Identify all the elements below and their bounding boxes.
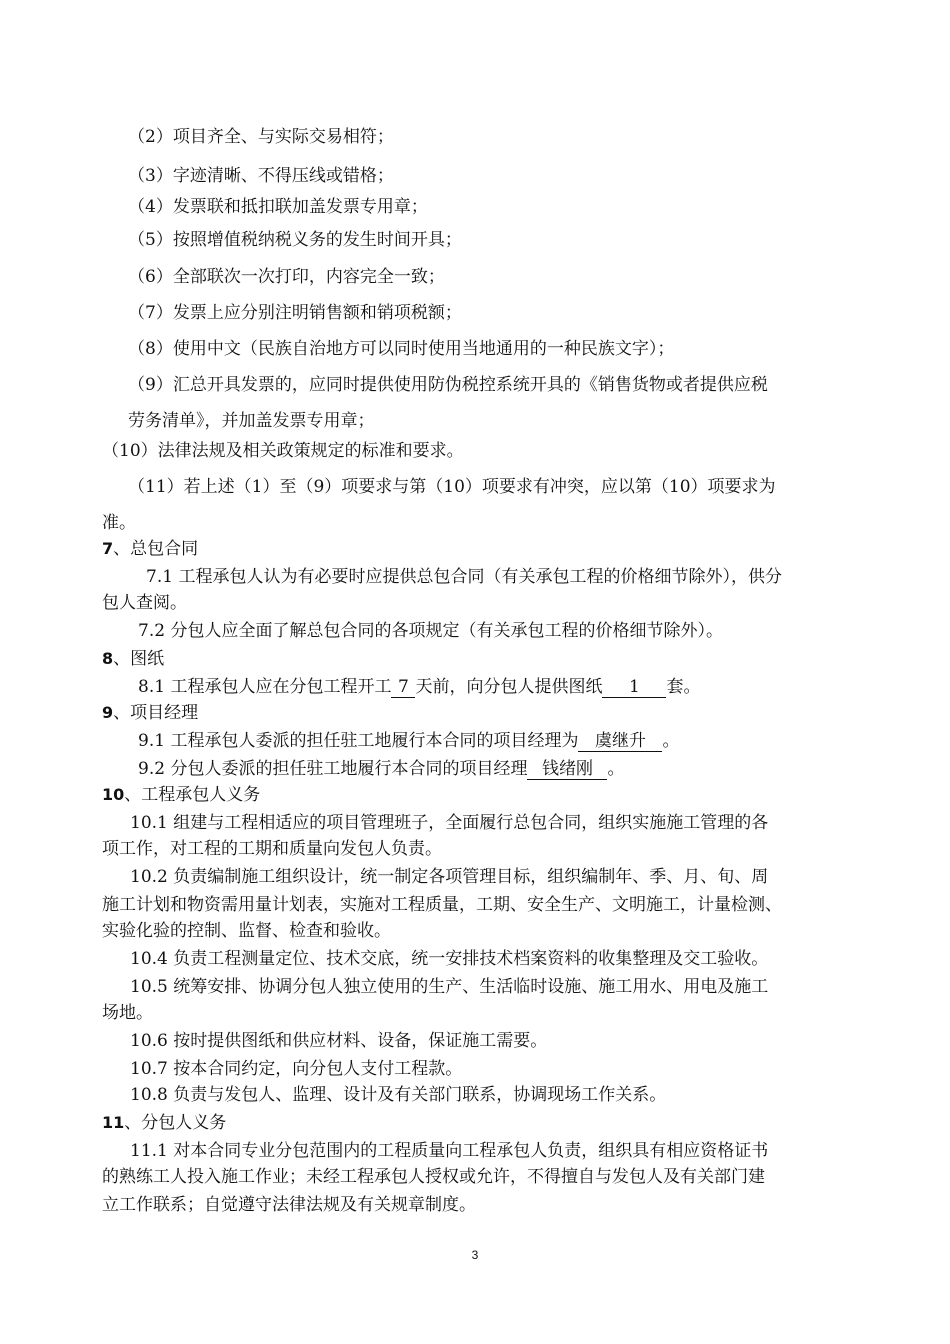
clause-number: 10.5 [130,977,168,997]
clause-text: 对本合同专业分包范围内的工程质量向工程承包人负责，组织具有相应资格证书 [167,1141,769,1161]
clause-line [130,812,768,834]
clause-line [130,1030,547,1052]
clause-text: 按本合同约定，向分包人支付工程款。 [167,1059,463,1079]
clause-text: 负责工程测量定位、技术交底，统一安排技术档案资料的收集整理及交工验收。 [167,949,769,969]
list-item: （3）字迹清晰、不得压线或错格； [128,166,394,186]
clause-number: 10.7 [130,1059,168,1079]
clause-number: 10.6 [130,1031,168,1051]
clause-number: 10.8 [130,1085,168,1105]
clause-line: 项工作，对工程的工期和质量向发包人负责。 [102,839,442,859]
clause-text: 天前，向分包人提供图纸 [415,677,603,697]
clause-number: 7.1 [146,567,174,587]
clause-line: 实验化验的控制、监督、检查和验收。 [102,921,391,941]
clause-line [130,976,768,998]
list-item: （8）使用中文（民族自治地方可以同时使用当地通用的一种民族文字）； [128,339,675,359]
clause-line [130,948,768,970]
drawing-sets-field: 1 [602,677,666,698]
clause-text: 分包人应全面了解总包合同的各项规定（有关承包工程的价格细节除外）。 [170,621,723,641]
list-item: （6）全部联次一次打印，内容完全一致； [128,267,445,287]
clause-line [130,866,768,888]
clause-line [130,1140,768,1162]
section-heading [102,1112,226,1134]
section-number: 10 [102,785,125,804]
clause-line: 场地。 [102,1003,153,1023]
clause-line: 包人查阅。 [102,593,187,613]
clause-number: 11.1 [130,1141,168,1161]
clause-text: 套。 [666,677,701,697]
section-number: 7 [102,539,114,558]
clause-text: 。 [607,759,625,779]
clause-text: 。 [662,731,680,751]
section-heading [102,702,198,724]
clause-line [138,758,624,780]
list-item: （4）发票联和抵扣联加盖发票专用章； [128,197,428,217]
clause-line [146,566,782,588]
section-title: 、项目经理 [113,703,199,723]
clause-text: 统筹安排、协调分包人独立使用的生产、生活临时设施、施工用水、用电及施工 [167,977,769,997]
clause-line [130,1084,666,1106]
clause-number: 8.1 [138,677,166,697]
section-heading [102,538,198,560]
clause-line: 立工作联系；自觉遵守法律法规及有关规章制度。 [102,1195,476,1215]
clause-text: 工程承包人委派的担任驻工地履行本合同的项目经理为 [170,731,579,751]
list-item: （5）按照增值税纳税义务的发生时间开具； [128,230,462,250]
clause-number: 9.1 [138,731,166,751]
section-number: 8 [102,649,114,668]
page-number: 3 [471,1248,479,1262]
clause-line [138,676,700,698]
clause-text: 按时提供图纸和供应材料、设备，保证施工需要。 [167,1031,548,1051]
clause-number: 10.4 [130,949,168,969]
clause-line: 的熟练工人投入施工作业；未经工程承包人授权或允许，不得擅自与发包人及有关部门建 [102,1167,765,1187]
section-number: 11 [102,1113,125,1132]
clause-line: 施工计划和物资需用量计划表，实施对工程质量，工期、安全生产、文明施工，计量检测、 [102,895,782,915]
clause-text: 组建与工程相适应的项目管理班子，全面履行总包合同，组织实施施工管理的各 [167,813,769,833]
list-item: （11）若上述（1）至（9）项要求与第（10）项要求有冲突，应以第（10）项要求为 [128,477,776,497]
subcontractor-pm-name: 钱绪刚 [527,759,607,780]
section-title: 、分包人义务 [124,1113,227,1133]
section-title: 、图纸 [113,649,165,669]
section-heading [102,648,164,670]
contractor-pm-name: 虞继升 [578,731,662,752]
clause-number: 9.2 [138,759,166,779]
section-title: 、总包合同 [113,539,199,559]
section-number: 9 [102,703,114,722]
clause-number: 10.1 [130,813,168,833]
list-item: （2）项目齐全、与实际交易相符； [128,127,394,147]
list-item: （10）法律法规及相关政策规定的标准和要求。 [102,441,464,461]
list-item: 准。 [102,513,136,533]
clause-text: 分包人委派的担任驻工地履行本合同的项目经理 [170,759,528,779]
clause-line [138,620,723,642]
clause-text: 工程承包人应在分包工程开工 [170,677,392,697]
days-field: 7 [391,677,415,698]
list-item: （9）汇总开具发票的，应同时提供使用防伪税控系统开具的《销售货物或者提供应税 [128,375,768,395]
clause-number: 7.2 [138,621,166,641]
list-item: （7）发票上应分别注明销售额和销项税额； [128,303,462,323]
clause-text: 工程承包人认为有必要时应提供总包合同（有关承包工程的价格细节除外），供分 [178,567,782,587]
clause-line [130,1058,462,1080]
section-title: 、工程承包人义务 [124,785,261,805]
list-item: 劳务清单》，并加盖发票专用章； [128,411,375,431]
clause-number: 10.2 [130,867,168,887]
clause-line [138,730,679,752]
clause-text: 负责与发包人、监理、设计及有关部门联系，协调现场工作关系。 [167,1085,667,1105]
clause-text: 负责编制施工组织设计，统一制定各项管理目标，组织编制年、季、月、旬、周 [167,867,769,887]
section-heading [102,784,260,806]
